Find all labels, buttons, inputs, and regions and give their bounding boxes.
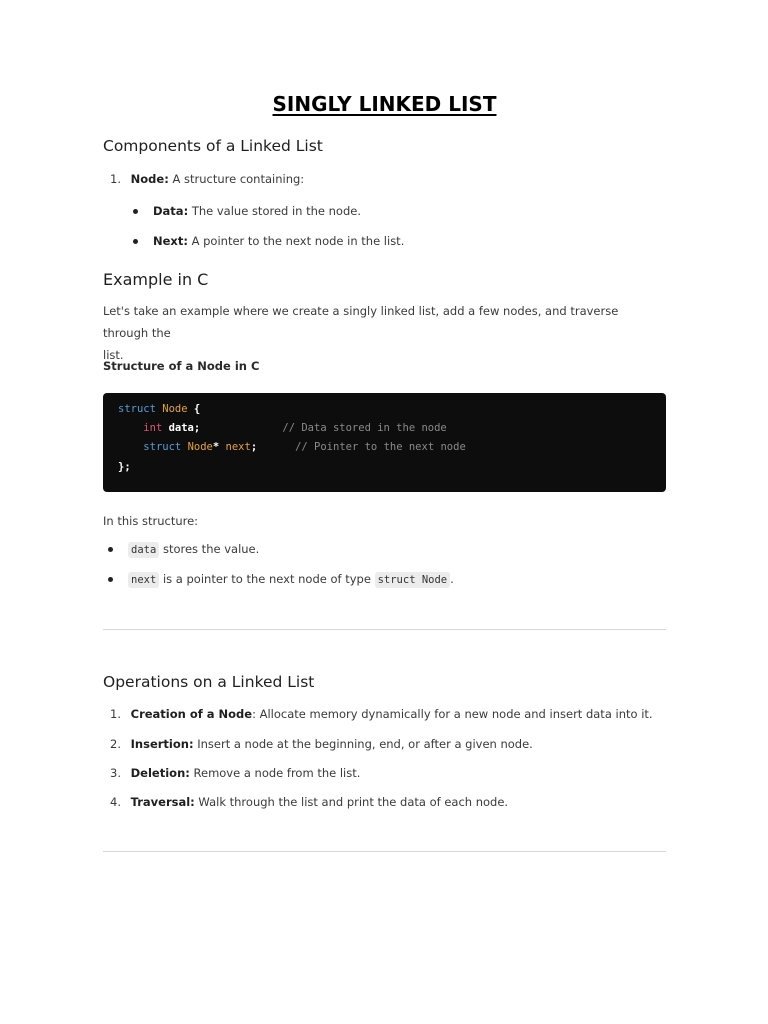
code-brace: {	[187, 403, 201, 415]
code-comment: // Pointer to the next node	[295, 441, 466, 453]
list-number: 1.	[110, 707, 121, 721]
operation-item	[110, 707, 653, 721]
list-item-data	[153, 204, 361, 218]
bullet-icon	[133, 209, 138, 214]
bullet-icon	[108, 547, 113, 552]
operation-description: Insert a node at the beginning, end, or after a given node.	[193, 737, 533, 751]
operation-term: Traversal:	[130, 795, 195, 809]
operation-description: Remove a node from the list.	[189, 766, 361, 780]
code-keyword: struct	[118, 403, 156, 415]
operation-item	[110, 737, 533, 751]
explain-text: is a pointer to the next node of type	[159, 572, 375, 586]
list-number: 4.	[110, 795, 121, 809]
code-line-2	[118, 422, 447, 434]
list-number: 1.	[110, 172, 121, 186]
bullet-icon	[133, 239, 138, 244]
bullet-icon	[108, 577, 113, 582]
code-type: Node	[187, 441, 213, 453]
operations-heading: Operations on a Linked List	[103, 673, 315, 691]
section-divider	[103, 629, 666, 630]
list-number: 3.	[110, 766, 121, 780]
operation-term: Creation of a Node	[130, 707, 253, 721]
node-description: A structure containing:	[168, 172, 305, 186]
operation-description: Walk through the list and print the data of each node.	[194, 795, 509, 809]
explain-item-next	[128, 572, 454, 586]
struct-heading: Structure of a Node in C	[103, 359, 260, 373]
intro-line: Let's take an example where we create a singly linked list, add a few nodes, and traverse through the	[103, 304, 619, 340]
operation-item	[110, 795, 508, 809]
next-description: A pointer to the next node in the list.	[187, 234, 405, 248]
code-pointer: *	[212, 441, 220, 453]
code-semicolon: ;	[250, 441, 258, 453]
code-keyword: struct	[143, 441, 182, 453]
code-line-4: };	[118, 461, 131, 473]
code-keyword: int	[143, 422, 163, 434]
operation-term: Deletion:	[130, 766, 190, 780]
page-title: SINGLY LINKED LIST	[272, 92, 497, 116]
example-intro	[103, 300, 666, 366]
explain-intro: In this structure:	[103, 514, 199, 528]
code-comment: // Data stored in the node	[282, 422, 447, 434]
data-term: Data:	[153, 204, 189, 218]
code-type: Node	[162, 403, 188, 415]
code-line-3	[118, 441, 466, 453]
intro-line: list.	[103, 348, 124, 362]
code-identifier: next	[225, 441, 251, 453]
operation-sep: :	[252, 707, 256, 721]
list-item-next	[153, 234, 404, 248]
components-heading: Components of a Linked List	[103, 137, 323, 155]
explain-tail: .	[450, 572, 454, 586]
list-number: 2.	[110, 737, 121, 751]
operation-item	[110, 766, 360, 780]
operation-term: Insertion:	[130, 737, 194, 751]
next-term: Next:	[153, 234, 188, 248]
inline-code: next	[128, 572, 159, 588]
operation-description: Allocate memory dynamically for a new node and insert data into it.	[255, 707, 653, 721]
example-heading: Example in C	[103, 270, 209, 289]
node-term: Node:	[130, 172, 169, 186]
section-divider	[103, 851, 666, 852]
inline-code: data	[128, 542, 159, 558]
code-block	[103, 393, 666, 492]
explain-text: stores the value.	[159, 542, 260, 556]
inline-code: struct Node	[375, 572, 451, 588]
list-item-node	[110, 172, 304, 186]
code-identifier: data;	[168, 422, 201, 434]
explain-item-data	[128, 542, 259, 556]
code-line-1	[118, 403, 200, 415]
data-description: The value stored in the node.	[188, 204, 362, 218]
